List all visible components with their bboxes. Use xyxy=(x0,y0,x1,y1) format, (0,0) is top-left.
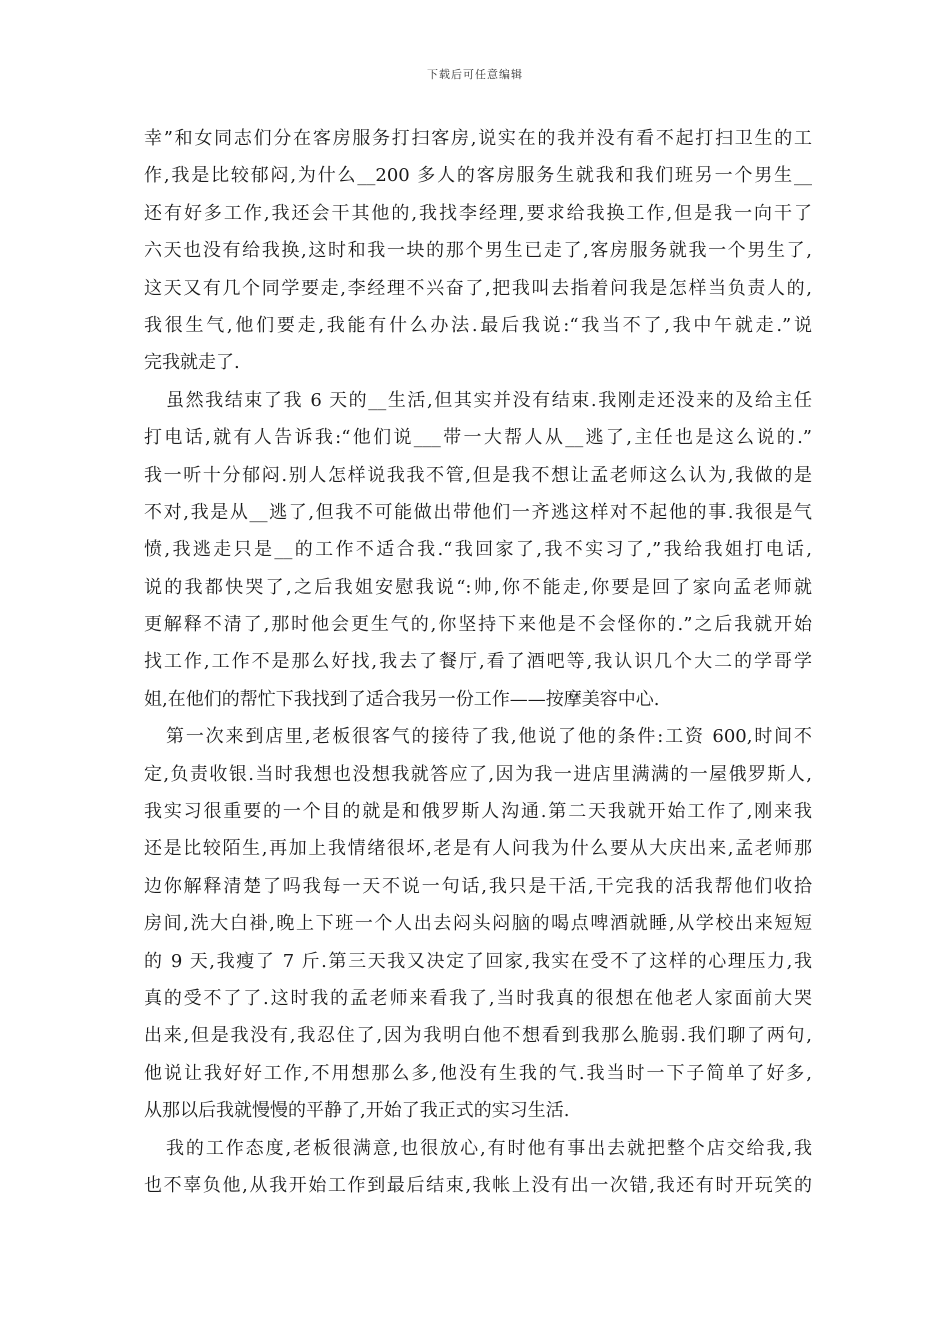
text-line: 我一听十分郁闷.别人怎样说我我不管,但是我不想让孟老师这么认为,我做的是 xyxy=(144,464,812,486)
text-line: 打电话,就有人告诉我:“他们说___带一大帮人从__逃了,主任也是这么说的.” xyxy=(144,427,812,449)
text-line: 姐,在他们的帮忙下我找到了适合我另一份工作——按摩美容中心. xyxy=(144,688,660,710)
text-line: 的 9 天,我瘦了 7 斤.第三天我又决定了回家,我实在受不了这样的心理压力,我 xyxy=(144,950,812,972)
text-line: 边你解释清楚了吗我每一天不说一句话,我只是干活,干完我的活我帮他们收拾 xyxy=(144,875,812,897)
text-line: 我的工作态度,老板很满意,也很放心,有时他有事出去就把整个店交给我,我 xyxy=(166,1137,812,1159)
text-line: 还是比较陌生,再加上我情绪很坏,老是有人问我为什么要从大庆出来,孟老师那 xyxy=(144,838,812,860)
text-line: 真的受不了了.这时我的孟老师来看我了,当时我真的很想在他老人家面前大哭 xyxy=(144,987,812,1009)
text-line: 房间,洗大白褂,晚上下班一个人出去闷头闷脑的喝点啤酒就睡,从学校出来短短 xyxy=(144,913,812,935)
text-line: 六天也没有给我换,这时和我一块的那个男生已走了,客房服务就我一个男生了, xyxy=(144,240,812,262)
text-line: 定,负责收银.当时我想也没想我就答应了,因为我一进店里满满的一屋俄罗斯人, xyxy=(144,763,812,785)
text-line: 从那以后我就慢慢的平静了,开始了我正式的实习生活. xyxy=(144,1100,570,1122)
text-line: 愤,我逃走只是__的工作不适合我.“我回家了,我不实习了,”我给我姐打电话, xyxy=(144,539,812,561)
text-line: 我实习很重要的一个目的就是和俄罗斯人沟通.第二天我就开始工作了,刚来我 xyxy=(144,801,812,823)
text-line: 更解释不清了,那时他会更生气的,你坚持下来他是不会怪你的.”之后我就开始 xyxy=(144,614,812,636)
text-line: 幸”和女同志们分在客房服务打扫客房,说实在的我并没有看不起打扫卫生的工 xyxy=(144,128,812,149)
text-line: 说的我都快哭了,之后我姐安慰我说“:帅,你不能走,你要是回了家向孟老师就 xyxy=(144,576,812,598)
page-header: 下载后可任意编辑 xyxy=(427,68,523,81)
text-line: 还有好多工作,我还会干其他的,我找李经理,要求给我换工作,但是我一向干了 xyxy=(144,202,812,224)
text-line: 找工作,工作不是那么好找,我去了餐厅,看了酒吧等,我认识几个大二的学哥学 xyxy=(144,651,812,673)
text-line: 也不辜负他,从我开始工作到最后结束,我帐上没有出一次错,我还有时开玩笑的 xyxy=(144,1174,812,1196)
text-line: 他说让我好好工作,不用想那么多,他没有生我的气.我当时一下子简单了好多, xyxy=(144,1062,812,1084)
text-line: 我很生气,他们要走,我能有什么办法.最后我说:“我当不了,我中午就走.”说 xyxy=(144,314,812,336)
text-line: 不对,我是从__逃了,但我不可能做出带他们一齐逃这样对不起他的事.我很是气 xyxy=(144,501,812,523)
text-line: 虽然我结束了我 6 天的__生活,但其实并没有结束.我刚走还没来的及给主任 xyxy=(166,389,812,411)
document-body xyxy=(144,120,812,1204)
text-line: 完我就走了. xyxy=(144,352,240,374)
text-line: 出来,但是我没有,我忍住了,因为我明白他不想看到我那么脆弱.我们聊了两句, xyxy=(144,1025,812,1047)
text-line: 第一次来到店里,老板很客气的接待了我,他说了他的条件:工资 600,时间不 xyxy=(166,726,812,748)
text-line: 这天又有几个同学要走,李经理不兴奋了,把我叫去指着问我是怎样当负责人的, xyxy=(144,277,812,299)
text-line: 作,我是比较郁闷,为什么__200 多人的客房服务生就我和我们班另一个男生__ xyxy=(144,165,812,187)
